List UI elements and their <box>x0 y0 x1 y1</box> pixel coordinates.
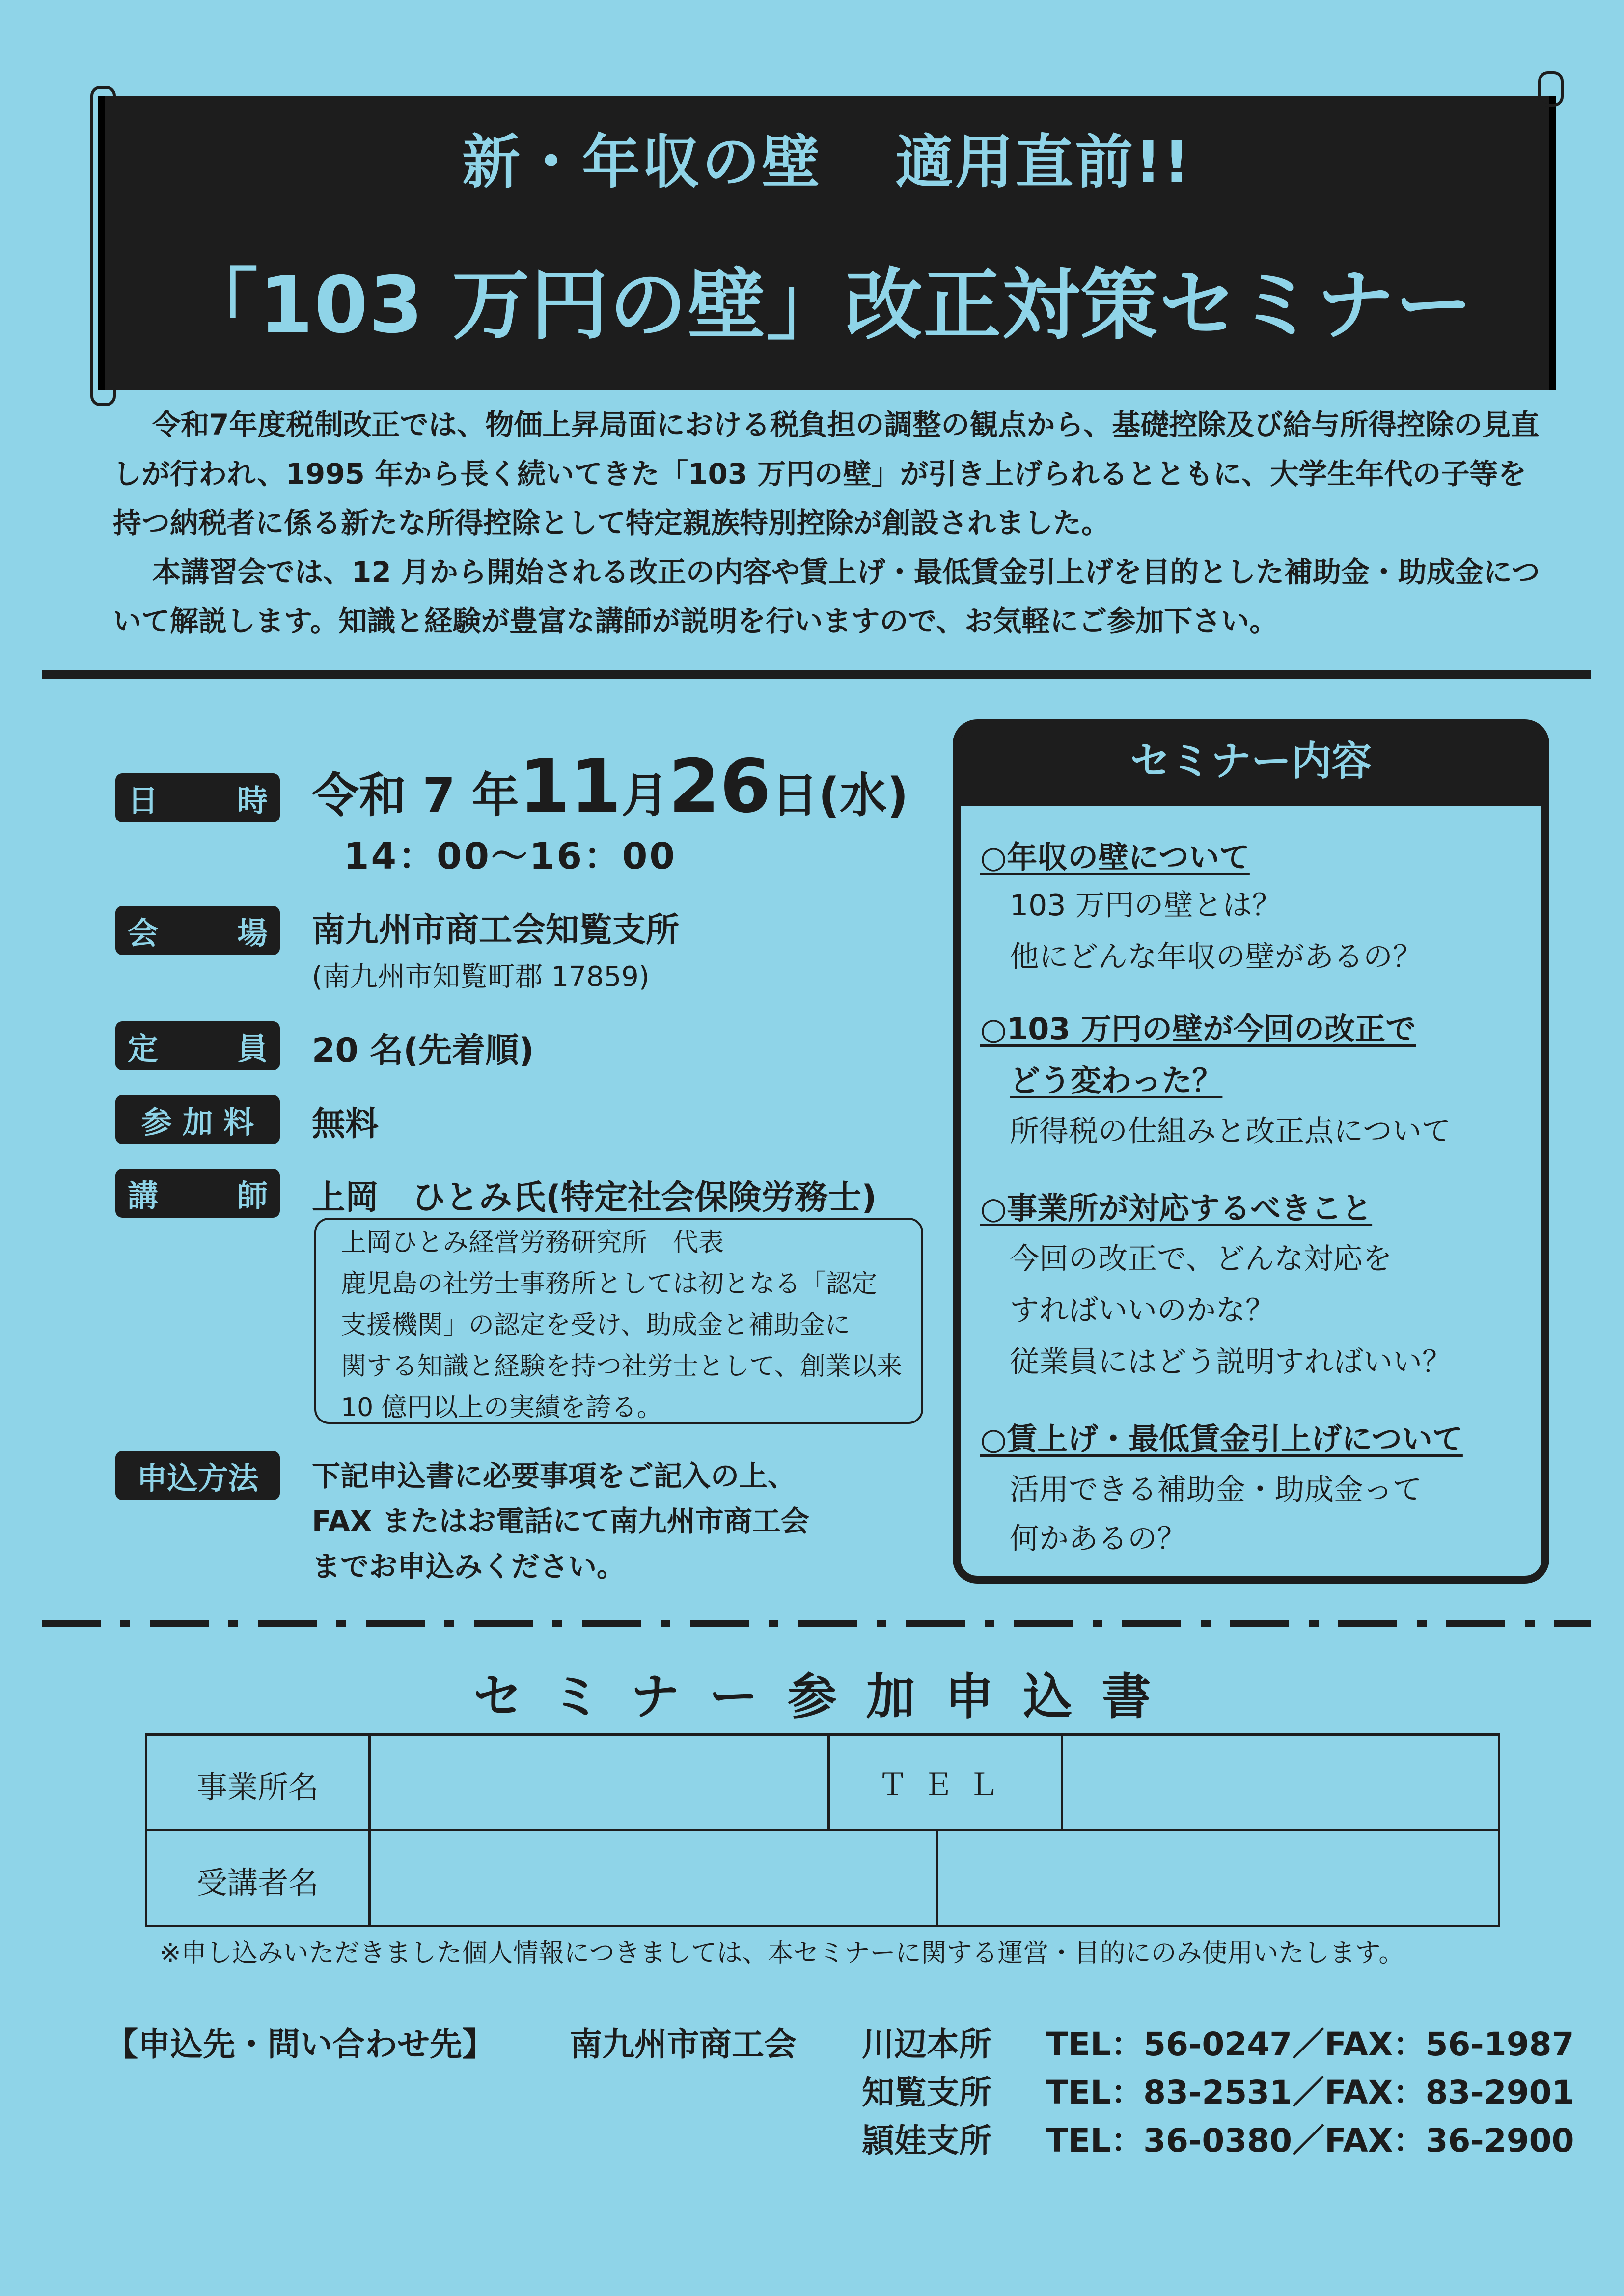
lecturer-profile-line: 上岡ひとみ経営労務研究所 代表 <box>341 1228 724 1257</box>
form-title: セミナー参加申込書 <box>473 1668 1181 1725</box>
topic-line: 所得税の仕組みと改正点について <box>1010 1114 1451 1148</box>
lecturer-profile <box>314 1218 923 1424</box>
lecturer-label <box>115 1169 280 1218</box>
privacy-note: ※申し込みいただきました個人情報につきましては、本セミナーに関する運営・目的にのみ使用いたします。 <box>160 1939 1404 1968</box>
scroll-curl-right <box>1538 71 1564 107</box>
topic-heading: ○事業所が対応するべきこと <box>980 1190 1373 1226</box>
event-time: 14：00～16：00 <box>344 835 677 877</box>
venue-name: 南九州市商工会知覧支所 <box>312 911 680 950</box>
venue-address: (南九州市知覧町郡 17859) <box>312 961 650 993</box>
attendee-name-field-1[interactable] <box>371 1831 936 1925</box>
seminar-content-box <box>953 719 1549 1584</box>
attendee-name-label: 受講者名 <box>196 1865 319 1901</box>
intro-text <box>113 400 1542 646</box>
date-day: 26 <box>668 744 771 829</box>
topic-heading: ○賃上げ・最低賃金引上げについて <box>980 1421 1463 1457</box>
lecturer-label-a: 講 <box>128 1177 159 1214</box>
title-banner <box>98 96 1556 390</box>
banner-title: 「103 万円の壁」改正対策セミナー <box>180 260 1474 351</box>
date-month-unit: 月 <box>621 768 669 823</box>
divider <box>42 670 1591 679</box>
office-phone: TEL：56-0247／FAX：56-1987 <box>1046 2025 1574 2063</box>
office-phone: TEL：83-2531／FAX：83-2901 <box>1046 2074 1574 2111</box>
attendee-name-field-2[interactable] <box>938 1831 1498 1925</box>
fee: 無料 <box>312 1105 379 1144</box>
contact-org: 南九州市商工会 <box>570 2025 797 2063</box>
lecturer-profile-line: 支援機関」の認定を受け、助成金と補助金に <box>341 1311 851 1340</box>
event-date <box>312 744 908 829</box>
topic-line: 何かあるの？ <box>1010 1522 1186 1556</box>
topic-line: 今回の改正で、どんな対応を <box>1010 1242 1392 1276</box>
topic-heading-cont: どう変わった？ <box>1010 1063 1223 1098</box>
apply-line: FAX またはお電話にて南九州市商工会 <box>312 1504 809 1538</box>
banner-subtitle-b: 適用直前!! <box>895 128 1192 196</box>
fee-label: 参 加 料 <box>115 1095 280 1144</box>
date-month: 11 <box>519 744 622 829</box>
lecturer-profile-line: 鹿児島の社労士事務所としては初となる「認定 <box>341 1269 878 1299</box>
office-name: 知覧支所 <box>862 2074 991 2111</box>
capacity-label-b: 員 <box>237 1030 268 1066</box>
date-suffix: 日(水) <box>771 768 908 823</box>
office-name: 川辺本所 <box>862 2025 991 2063</box>
business-name-label: 事業所名 <box>196 1769 319 1805</box>
topic-line: 他にどんな年収の壁があるの？ <box>1010 940 1422 974</box>
topic-heading: ○年収の壁について <box>980 839 1250 875</box>
contact-heading: 【申込先・問い合わせ先】 <box>106 2025 495 2063</box>
seminar-content-title: セミナー内容 <box>961 727 1541 806</box>
business-name-field[interactable] <box>371 1736 827 1829</box>
topic-line: 活用できる補助金・助成金って <box>1010 1473 1422 1507</box>
banner-subtitle-a: 新・年収の壁 <box>462 128 822 196</box>
cut-line <box>42 1620 1591 1627</box>
date-label-a: 日 <box>128 782 159 819</box>
intro-paragraph-2: 本講習会では、12 月から開始される改正の内容や賃上げ・最低賃金引上げを目的とした補助金・助成金について解説します。知識と経験が豊富な講師が説明を行いますので、お気軽にご参加下さい。 <box>113 555 1540 638</box>
date-label-b: 時 <box>237 782 268 819</box>
lecturer-name: 上岡 ひとみ氏(特定社会保険労務士) <box>312 1178 877 1217</box>
apply-line: 下記申込書に必要事項をご記入の上、 <box>312 1459 797 1493</box>
apply-method-label: 申込方法 <box>115 1451 280 1500</box>
capacity-label <box>115 1021 280 1070</box>
topic-line: 103 万円の壁とは？ <box>1010 888 1282 923</box>
banner-subtitle <box>105 115 1549 199</box>
application-form <box>145 1733 1500 1927</box>
lecturer-profile-line: 関する知識と経験を持つ社労士として、創業以来 <box>341 1352 902 1381</box>
venue-label-a: 会 <box>128 915 159 951</box>
date-label <box>115 773 280 822</box>
date-prefix: 令和 7 年 <box>312 768 519 823</box>
tel-label: ＴＥＬ <box>877 1767 1013 1803</box>
office-phone: TEL：36-0380／FAX：36-2900 <box>1046 2122 1574 2159</box>
venue-label <box>115 906 280 955</box>
tel-field[interactable] <box>1063 1736 1498 1829</box>
topic-heading: ○103 万円の壁が今回の改正で <box>980 1011 1416 1047</box>
intro-paragraph-1: 令和7年度税制改正では、物価上昇局面における税負担の調整の観点から、基礎控除及び給与所得控除の見直しが行われ、1995 年から長く続いてきた「103 万円の壁」が引き上げられるとともに、大学生年代の子等を持つ納税者に係る新たな所得控除として特定親族特別控除が創設されました。 <box>113 408 1540 540</box>
capacity-label-a: 定 <box>128 1030 159 1066</box>
apply-method <box>312 1453 809 1589</box>
topic-line: 従業員にはどう説明すればいい？ <box>1010 1345 1452 1379</box>
venue-label-b: 場 <box>237 915 268 951</box>
office-name: 頴娃支所 <box>862 2122 991 2159</box>
apply-line: までお申込みください。 <box>312 1550 626 1583</box>
lecturer-profile-line: 10 億円以上の実績を誇る。 <box>341 1393 662 1422</box>
lecturer-label-b: 師 <box>237 1177 268 1214</box>
topic-line: すればいいのかな？ <box>1010 1293 1275 1328</box>
capacity: 20 名(先着順) <box>312 1031 534 1070</box>
